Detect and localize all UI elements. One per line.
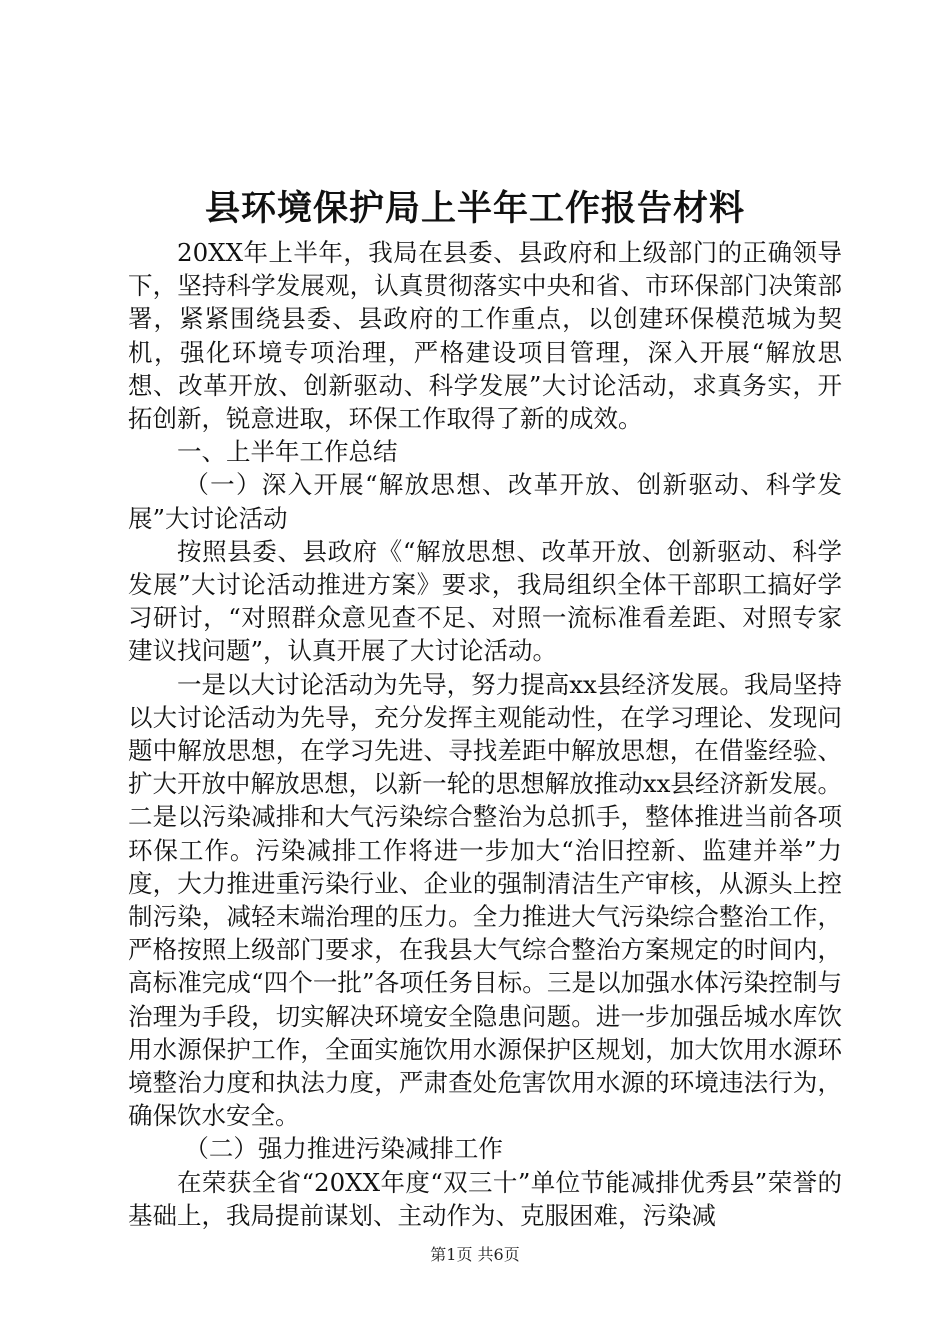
paragraph: 按照县委、县政府《“解放思想、改革开放、创新驱动、科学发展”大讨论活动推进方案》要求，我局组织全体干部职工搞好学习研讨，“对照群众意见查不足、对照一流标准看差距、对照专家建议找问题”，认真开展了大讨论活动。 bbox=[128, 536, 842, 666]
section-heading: 一、上半年工作总结 bbox=[177, 437, 398, 467]
paragraph-intro: 20XX年上半年，我局在县委、县政府和上级部门的正确领导下，坚持科学发展观，认真贯彻落实中央和省、市环保部门决策部署，紧紧围绕县委、县政府的工作重点，以创建环保模范城为契机，强化环境专项治理，严格建设项目管理，深入开展“解放思想、改革开放、创新驱动、科学发展”大讨论活动，求真务实，开拓创新，锐意进取，环保工作取得了新的成效。 bbox=[128, 238, 842, 434]
document-body bbox=[128, 236, 842, 1232]
paragraph: 在荣获全省“20XX年度“双三十”单位节能减排优秀县”荣誉的基础上，我局提前谋划、主动作为、克服困难，污染减 bbox=[128, 1167, 842, 1230]
paragraph: 一是以大讨论活动为先导，努力提高xx县经济发展。我局坚持以大讨论活动为先导，充分发挥主观能动性，在学习理论、发现问题中解放思想，在学习先进、寻找差距中解放思想，在借鉴经验、扩大开放中解放思想，以新一轮的思想解放推动xx县经济新发展。二是以污染减排和大气污染综合整治为总抓手，整体推进当前各项环保工作。污染减排工作将进一步加大“治旧控新、监建并举”力度，大力推进重污染行业、企业的强制清洁生产审核，从源头上控制污染，减轻末端治理的压力。全力推进大气污染综合整治工作，严格按照上级部门要求，在我县大气综合整治方案规定的时间内，高标准完成“四个一批”各项任务目标。三是以加强水体污染控制与治理为手段，切实解决环境安全隐患问题。进一步加强岳城水库饮用水源保护工作，全面实施饮用水源保护区规划，加大饮用水源环境整治力度和执法力度，严肃查处危害饮用水源的环境违法行为，确保饮水安全。 bbox=[128, 669, 842, 1131]
page-footer: 第1页 共6页 bbox=[430, 1245, 520, 1264]
subsection-heading: （一）深入开展“解放思想、改革开放、创新驱动、科学发展”大讨论活动 bbox=[128, 470, 842, 533]
document-title: 县环境保护局上半年工作报告材料 bbox=[204, 189, 745, 229]
subsection-heading: （二）强力推进污染减排工作 bbox=[184, 1134, 503, 1164]
